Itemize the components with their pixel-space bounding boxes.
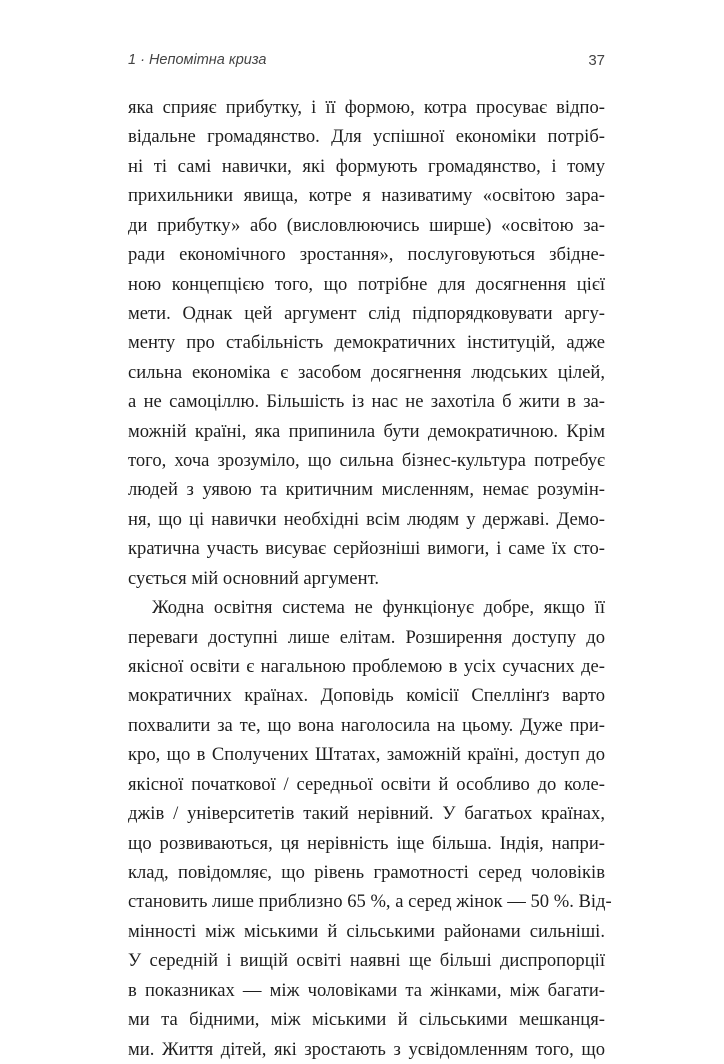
text-line: можній країні, яка припинила бути демократичною. Крім <box>128 420 605 442</box>
text-line: похвалити за те, що вона наголосила на цьому. Дуже при- <box>128 714 605 736</box>
text-line: ні ті самі навички, які формують громадянство, і тому <box>128 155 605 177</box>
text-line: яка сприяє прибутку, і її формою, котра просуває відпо- <box>128 97 605 118</box>
running-title: 1 · Непомітна криза <box>128 52 267 68</box>
text-line: У середній і вищій освіті наявні ще більші диспропорції <box>128 950 605 972</box>
text-line: сується мій основний аргумент. <box>128 567 379 589</box>
text-line: клад, повідомляє, що рівень грамотності серед чоловіків <box>128 861 605 883</box>
text-line: ня, що ці навички необхідні всім людям у державі. Демо- <box>128 508 605 530</box>
text-line: прихильники явища, котре я називатиму «освітою зара- <box>128 185 605 207</box>
text-line: а не самоціллю. Більшість із нас не захотіла б жити в за- <box>128 391 605 413</box>
text-line: Жодна освітня система не функціонує добре, якщо її <box>152 597 605 619</box>
text-line: мократичних країнах. Доповідь комісії Спеллінґз варто <box>128 685 605 707</box>
text-line: ми та бідними, між міськими й сільськими мешканця- <box>128 1009 605 1031</box>
text-line: становить лише приблизно 65 %, а серед жінок — 50 %. Від- <box>128 891 612 913</box>
text-line: ради економічного зростання», послуговуються збідне- <box>128 244 605 266</box>
text-line: мінності між міськими й сільськими районами сильніші. <box>128 920 605 942</box>
text-line: людей з уявою та критичним мисленням, немає розумін- <box>128 479 605 501</box>
text-line: сильна економіка є засобом досягнення людських цілей, <box>128 361 605 383</box>
text-line: якісної освіти є нагальною проблемою в усіх сучасних де- <box>128 656 605 678</box>
text-line: ною концепцією того, що потрібне для досягнення цієї <box>128 273 605 295</box>
text-line: джів / університетів такий нерівний. У багатьох країнах, <box>128 803 605 825</box>
text-line: кро, що в Сполучених Штатах, заможній країні, доступ до <box>128 744 605 766</box>
running-header <box>128 52 605 74</box>
text-line: того, хоча зрозуміло, що сильна бізнес-культура потребує <box>128 450 605 472</box>
text-line: ди прибутку» або (висловлюючись ширше) «освітою за- <box>128 214 605 236</box>
paragraph <box>128 593 612 1064</box>
text-line: якісної початкової / середньої освіти й особливо до коле- <box>128 773 605 795</box>
text-line: що розвиваються, ця нерівність іще більша. Індія, напри- <box>128 832 605 854</box>
text-line: кратична участь висуває серйозніші вимоги, і саме їх сто- <box>128 538 605 560</box>
text-line: мети. Однак цей аргумент слід підпорядковувати аргу- <box>128 302 605 324</box>
text-line: в показниках — між чоловіками та жінками, між багати- <box>128 979 605 1001</box>
text-line: менту про стабільність демократичних інституцій, адже <box>128 332 605 354</box>
paragraph <box>128 93 605 593</box>
body-text <box>128 93 612 1064</box>
text-line: переваги доступні лише елітам. Розширення доступу до <box>128 626 605 648</box>
text-line: ми. Життя дітей, які зростають з усвідомленням того, що <box>128 1038 605 1060</box>
text-line: відальне громадянство. Для успішної економіки потріб- <box>128 126 605 148</box>
page-number: 37 <box>588 52 605 69</box>
